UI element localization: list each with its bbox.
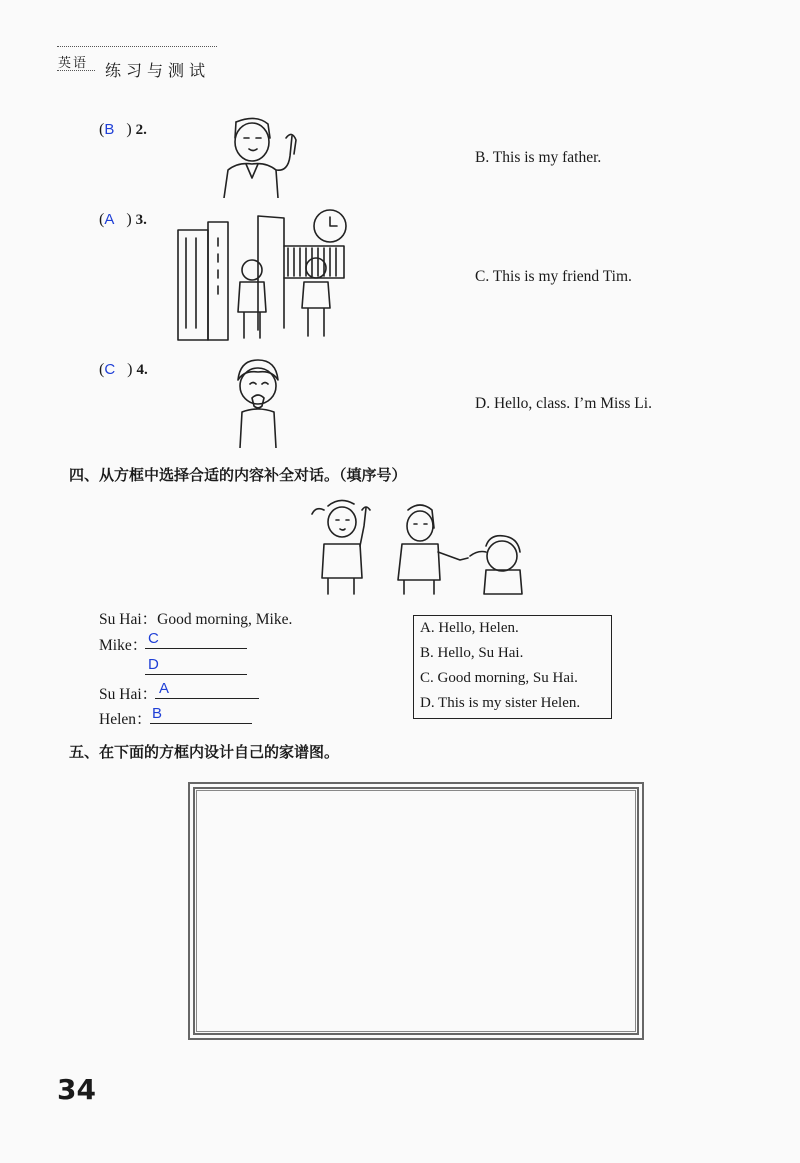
answer-fill: B: [152, 705, 163, 722]
speaker-label: Mike：: [99, 637, 148, 654]
option-d: D. Hello, class. I’m Miss Li.: [475, 395, 652, 412]
option-d: D. This is my sister Helen.: [420, 695, 581, 711]
speaker-label: Su Hai：: [99, 686, 158, 703]
match-item-4: (C ) 4.: [99, 361, 148, 378]
answer-blank-2[interactable]: [145, 656, 247, 675]
three-children-illustration: [310, 496, 526, 596]
page-number: 34: [57, 1073, 96, 1106]
options-box: [413, 615, 612, 719]
option-b: B. This is my father.: [475, 149, 602, 166]
option-b: B. Hello, Su Hai.: [420, 645, 524, 661]
header-dotted-rule: [57, 46, 217, 47]
section-4-heading: 四、从方框中选择合适的内容补全对话。（填序号）: [69, 466, 407, 484]
speaker-label: Helen：: [99, 711, 152, 728]
section-5-heading: 五、在下面的方框内设计自己的家谱图。: [69, 743, 340, 761]
father-waving-illustration: [222, 116, 297, 198]
answer-fill: C: [148, 630, 159, 647]
option-c: C. Good morning, Su Hai.: [420, 670, 578, 686]
answer-fill: A: [159, 680, 170, 697]
answer-blank-4[interactable]: [150, 705, 252, 724]
option-a: A. Hello, Helen.: [420, 620, 519, 636]
answer-fill[interactable]: B: [104, 121, 115, 138]
item-number: 2.: [135, 122, 147, 138]
answer-fill[interactable]: A: [104, 211, 115, 228]
book-title: 练习与测试: [105, 61, 211, 80]
item-number: 4.: [136, 362, 148, 378]
answer-blank-3[interactable]: [155, 680, 259, 699]
subject-label: 英语: [58, 56, 89, 71]
dialogue-line-1: [99, 607, 292, 629]
speaker-label: Su Hai：: [99, 611, 158, 628]
option-c: C. This is my friend Tim.: [475, 268, 632, 285]
match-item-2: (B ) 2.: [99, 121, 147, 138]
item-number: 3.: [135, 212, 147, 228]
answer-fill[interactable]: C: [104, 361, 116, 378]
subject-underline: [57, 70, 95, 71]
family-tree-drawing-area[interactable]: [196, 790, 636, 1032]
dialogue-text: Good morning, Mike.: [157, 611, 293, 628]
boy-laughing-illustration: [232, 358, 284, 448]
school-gate-illustration: [176, 208, 351, 342]
answer-blank-1[interactable]: [145, 630, 247, 649]
match-item-3: (A ) 3.: [99, 211, 147, 228]
answer-fill: D: [148, 656, 159, 673]
